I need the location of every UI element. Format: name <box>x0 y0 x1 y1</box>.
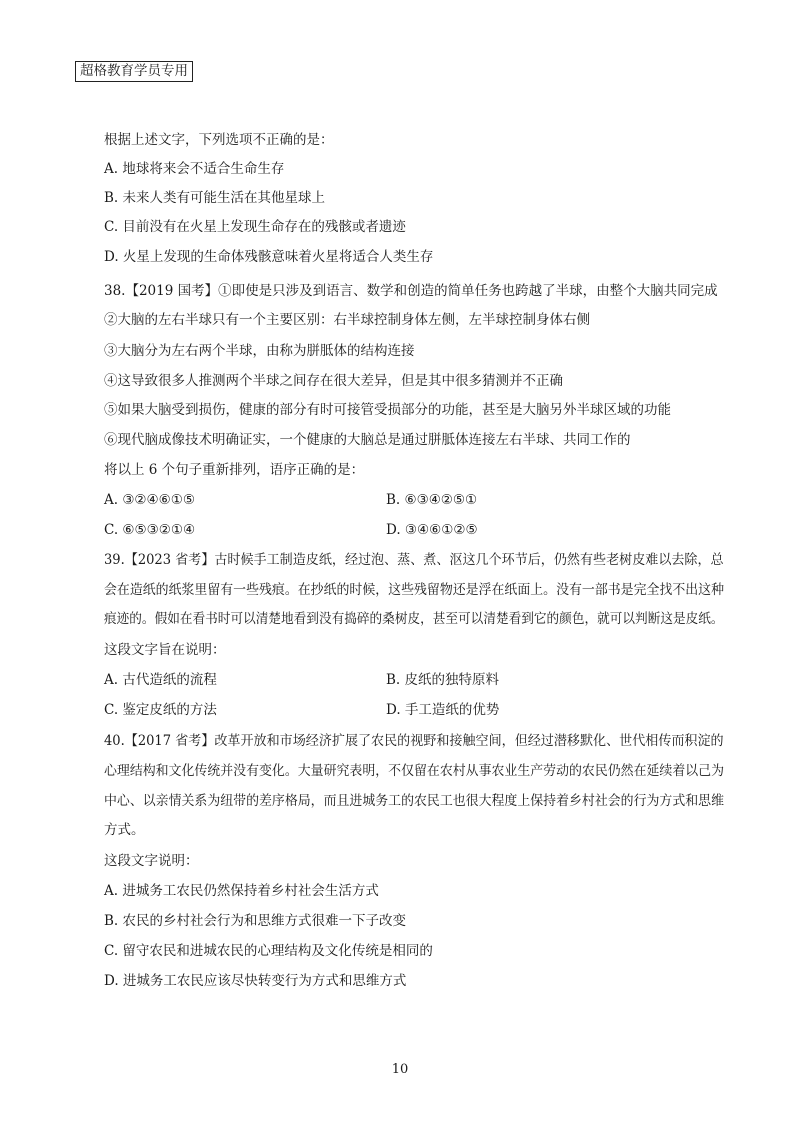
q37-option-c: C. 目前没有在火星上发现生命存在的残骸或者遗迹 <box>104 219 406 235</box>
q39-option-d: D. 手工造纸的优势 <box>386 702 500 718</box>
q40-option-d: D. 进城务工农民应该尽快转变行为方式和思维方式 <box>104 973 407 989</box>
q39-option-c: C. 鉴定皮纸的方法 <box>104 702 217 718</box>
q38-option-b: B. ⑥③④②⑤① <box>386 492 478 508</box>
q40-line-1: 40.【2017 省考】改革开放和市场经济扩展了农民的视野和接触空间，但经过潜移默化、世代相传而积淀的 <box>104 733 724 749</box>
q38-line-3: ③大脑分为左右两个半球，由称为胼胝体的结构连接 <box>104 343 415 359</box>
q40-prompt: 这段文字说明： <box>104 853 199 869</box>
q38-option-d: D. ③④⑥①②⑤ <box>386 522 478 538</box>
q37-prompt: 根据上述文字，下列选项不正确的是： <box>104 132 334 148</box>
q40-option-b: B. 农民的乡村社会行为和思维方式很难一下子改变 <box>104 913 407 929</box>
q40-option-a: A. 进城务工农民仍然保持着乡村社会生活方式 <box>104 883 379 899</box>
q40-line-4: 方式。 <box>104 822 145 838</box>
q39-prompt: 这段文字旨在说明： <box>104 642 226 658</box>
q38-line-1: 38.【2019 国考】①即使是只涉及到语言、数学和创造的简单任务也跨越了半球，由整个大脑共同完成 <box>104 283 718 299</box>
q38-option-a: A. ③②④⑥①⑤ <box>104 492 195 508</box>
page-number: 10 <box>391 1062 409 1077</box>
q37-option-a: A. 地球将来会不适合生命生存 <box>104 161 285 177</box>
q38-line-5: ⑤如果大脑受到损伤，健康的部分有时可接管受损部分的功能，甚至是大脑另外半球区域的功能 <box>104 402 671 418</box>
stamp-label: 超格教育学员专用 <box>75 61 193 82</box>
q38-line-2: ②大脑的左右半球只有一个主要区别：右半球控制身体左侧，左半球控制身体右侧 <box>104 312 590 328</box>
q40-line-2: 心理结构和文化传统并没有变化。大量研究表明，不仅留在农村从事农业生产劳动的农民仍然在延续着以己为 <box>104 763 725 779</box>
q37-option-d: D. 火星上发现的生命体残骸意味着火星将适合人类生存 <box>104 249 434 265</box>
q38-line-4: ④这导致很多人推测两个半球之间存在很大差异，但是其中很多猜测并不正确 <box>104 373 563 389</box>
q38-prompt: 将以上 6 个句子重新排列，语序正确的是： <box>104 462 365 478</box>
q40-option-c: C. 留守农民和进城农民的心理结构及文化传统是相同的 <box>104 943 433 959</box>
q39-option-b: B. 皮纸的独特原料 <box>386 672 500 688</box>
q39-option-a: A. 古代造纸的流程 <box>104 672 217 688</box>
q37-option-b: B. 未来人类有可能生活在其他星球上 <box>104 190 326 206</box>
q38-option-c: C. ⑥⑤③②①④ <box>104 522 196 538</box>
q39-line-2: 会在造纸的纸浆里留有一些残痕。在抄纸的时候，这些残留物还是浮在纸面上。没有一部书是完全找不出这种 <box>104 582 725 598</box>
q39-line-3: 痕迹的。假如在看书时可以清楚地看到没有捣碎的桑树皮，甚至可以清楚看到它的颜色，就可以判断这是皮纸。 <box>104 611 724 627</box>
q40-line-3: 中心、以亲情关系为纽带的差序格局，而且进城务工的农民工也很大程度上保持着乡村社会的行为方式和思维 <box>104 793 725 809</box>
q38-line-6: ⑥现代脑成像技术明确证实，一个健康的大脑总是通过胼胝体连接左右半球、共同工作的 <box>104 432 631 448</box>
q39-line-1: 39.【2023 省考】古时候手工制造皮纸，经过泡、蒸、煮、沤这几个环节后，仍然有些老树皮难以去除，总 <box>104 552 724 568</box>
